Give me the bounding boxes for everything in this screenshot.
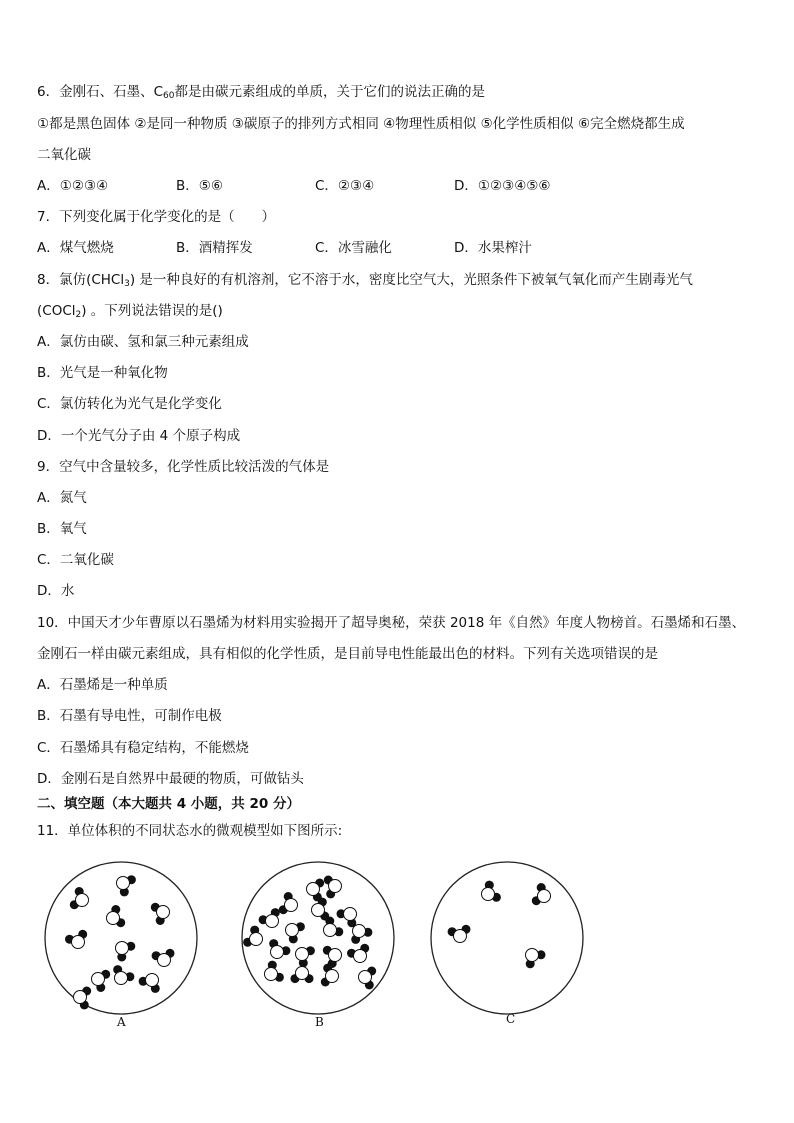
water-molecule [351, 925, 372, 944]
oxygen-atom [157, 906, 170, 919]
oxygen-atom [324, 924, 337, 937]
water-molecule [312, 898, 330, 921]
q10-stem-line2: 金刚石一样由碳元素组成，具有相似的化学性质，是目前导电性能最出色的材料。下列有关选项错误的是 [37, 646, 658, 662]
q6-option-a[interactable]: A．①②③④ [37, 178, 109, 194]
oxygen-atom [286, 924, 299, 937]
q8-option-b[interactable]: B．光气是一种氧化物 [37, 365, 168, 381]
water-molecule [324, 917, 344, 937]
water-molecule [65, 930, 87, 949]
q8-stem-line1: 8．氯仿(CHCl$_3$) 是一种良好的有机溶剂，它不溶于水，密度比空气大，光照条件下被氧气氧化而产生剧毒光气 [37, 272, 693, 289]
water-molecule [107, 905, 126, 927]
oxygen-atom [107, 912, 120, 925]
water-molecule [448, 925, 471, 943]
q9-option-b[interactable]: B．氧气 [37, 521, 87, 537]
water-molecule [151, 903, 170, 925]
water-molecule [286, 922, 305, 943]
water-molecule [113, 965, 134, 984]
oxygen-atom [296, 967, 309, 980]
q10-option-c[interactable]: C．石墨烯具有稳定结构，不能燃烧 [37, 740, 249, 756]
water-molecule [359, 967, 377, 990]
oxygen-atom [271, 946, 284, 959]
water-molecule [337, 908, 357, 928]
oxygen-atom [359, 971, 372, 984]
oxygen-atom [115, 972, 128, 985]
oxygen-atom [146, 974, 159, 987]
water-molecule [243, 926, 262, 947]
oxygen-atom [344, 908, 357, 921]
oxygen-atom [353, 925, 366, 938]
water-molecule [296, 946, 315, 967]
oxygen-atom [265, 968, 278, 981]
water-molecule [324, 876, 342, 899]
q8-option-a[interactable]: A．氯仿由碳、氢和氯三种元素组成 [37, 334, 249, 350]
water-molecule [139, 974, 160, 993]
q9-option-c[interactable]: C．二氧化碳 [37, 552, 114, 568]
q7-option-a[interactable]: A．煤气燃烧 [37, 240, 114, 256]
water-molecule [152, 949, 175, 967]
q6-option-c[interactable]: C．②③④ [315, 178, 375, 194]
water-molecule-diagram [40, 852, 600, 1037]
water-molecule [92, 970, 111, 992]
q6-statements-line2: 二氧化碳 [37, 147, 91, 163]
oxygen-atom [307, 883, 320, 896]
q10-option-d[interactable]: D．金刚石是自然界中最硬的物质，可做钻头 [37, 771, 304, 787]
q6-stem: 6．金刚石、石墨、$C_{60}$都是由碳元素组成的单质，关于它们的说法正确的是 [37, 84, 485, 101]
water-molecule [321, 964, 339, 987]
water-molecule [259, 908, 280, 927]
oxygen-atom [266, 915, 279, 928]
oxygen-atom [72, 936, 85, 949]
q9-stem: 9．空气中含量较多，化学性质比较活泼的气体是 [37, 459, 330, 475]
oxygen-atom [454, 930, 467, 943]
oxygen-atom [92, 973, 105, 986]
q10-stem-line1: 10．中国天才少年曹原以石墨烯为材料用实验揭开了超导奥秘，荣获 2018 年《自然》年度人物榜首。石墨烯和石墨、 [37, 615, 746, 631]
oxygen-atom [250, 933, 263, 946]
q9-option-a[interactable]: A．氮气 [37, 490, 87, 506]
water-molecule [279, 892, 298, 914]
q7-option-c[interactable]: C．冰雪融化 [315, 240, 392, 256]
water-molecule [526, 949, 546, 969]
label-b: B [315, 1015, 324, 1029]
q10-option-a[interactable]: A．石墨烯是一种单质 [37, 677, 168, 693]
q6-statements-line1: ①都是黑色固体 ②是同一种物质 ③碳原子的排列方式相同 ④物理性质相似 ⑤化学性质相似 ⑥完全燃烧都生成 [37, 116, 685, 132]
oxygen-atom [354, 950, 367, 963]
q9-option-d[interactable]: D．水 [37, 583, 75, 599]
water-molecule [74, 987, 92, 1010]
q11-stem: 11．单位体积的不同状态水的微观模型如下图所示: [37, 823, 343, 839]
water-molecule [482, 881, 501, 902]
q7-stem: 7．下列变化属于化学变化的是（ ） [37, 209, 276, 225]
oxygen-atom [329, 949, 342, 962]
q8-option-d[interactable]: D．一个光气分子由 4 个原子构成 [37, 428, 241, 444]
label-c: C [506, 1012, 516, 1026]
oxygen-atom [312, 904, 325, 917]
water-molecule [70, 887, 89, 909]
q6-option-b[interactable]: B．⑤⑥ [176, 178, 223, 194]
water-molecule [116, 942, 136, 962]
water-molecule [291, 967, 314, 984]
oxygen-atom [74, 991, 87, 1004]
oxygen-atom [117, 877, 130, 890]
water-molecule [265, 961, 284, 982]
section-heading-fill-in: 二、填空题（本大题共 4 小题，共 20 分） [37, 796, 300, 812]
q8-option-c[interactable]: C．氯仿转化为光气是化学变化 [37, 396, 222, 412]
oxygen-atom [326, 970, 339, 983]
q8-stem-line2: (COCl$_2$) 。下列说法错误的是() [37, 303, 223, 320]
water-molecule [269, 939, 290, 958]
q6-option-d[interactable]: D．①②③④⑤⑥ [454, 178, 551, 194]
water-molecule [532, 883, 551, 905]
oxygen-atom [158, 954, 171, 967]
oxygen-atom [538, 890, 551, 903]
oxygen-atom [285, 899, 298, 912]
oxygen-atom [116, 942, 129, 955]
q7-option-d[interactable]: D．水果榨汁 [454, 240, 532, 256]
water-molecule [347, 944, 369, 963]
oxygen-atom [76, 894, 89, 907]
oxygen-atom [482, 888, 495, 901]
label-a: A [117, 1015, 126, 1029]
oxygen-atom [329, 880, 342, 893]
oxygen-atom [296, 948, 309, 961]
q7-option-b[interactable]: B．酒精挥发 [176, 240, 253, 256]
q10-option-b[interactable]: B．石墨有导电性，可制作电极 [37, 708, 222, 724]
water-molecule [117, 875, 136, 896]
oxygen-atom [526, 949, 539, 962]
